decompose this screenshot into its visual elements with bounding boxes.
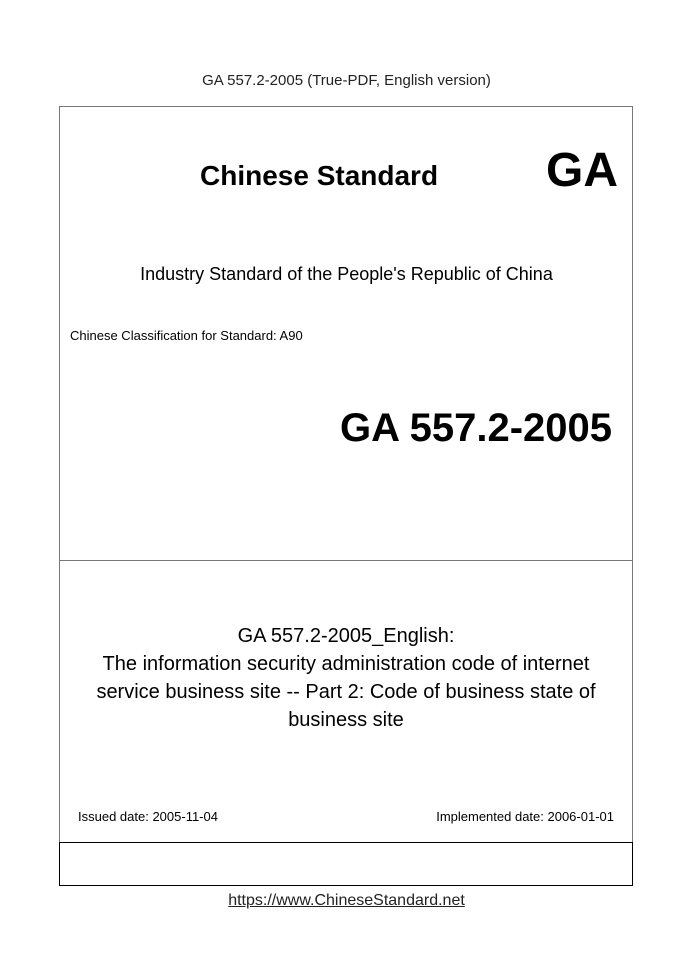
website-link[interactable]: https://www.ChineseStandard.net <box>228 892 465 909</box>
cover-heading: Chinese Standard <box>200 160 439 191</box>
standard-number: GA 557.2-2005 <box>339 406 612 450</box>
document-header: GA 557.2-2005 (True-PDF, English version) <box>202 72 491 89</box>
issued-date: Issued date: 2005-11-04 <box>78 809 218 824</box>
standard-mark: GA <box>546 144 618 197</box>
cover-bottom-frame <box>59 842 633 886</box>
title-line-2: The information security administration code of internet <box>102 653 590 675</box>
implemented-date: Implemented date: 2006-01-01 <box>436 809 614 824</box>
classification-line: Chinese Classification for Standard: A90 <box>70 328 303 343</box>
title-line-1: GA 557.2-2005_English: <box>237 625 455 647</box>
title-line-3: service business site -- Part 2: Code of business state of <box>96 681 596 703</box>
title-line-4: business site <box>288 709 404 731</box>
document-title <box>70 622 622 734</box>
industry-line: Industry Standard of the People's Republic of China <box>140 264 553 284</box>
